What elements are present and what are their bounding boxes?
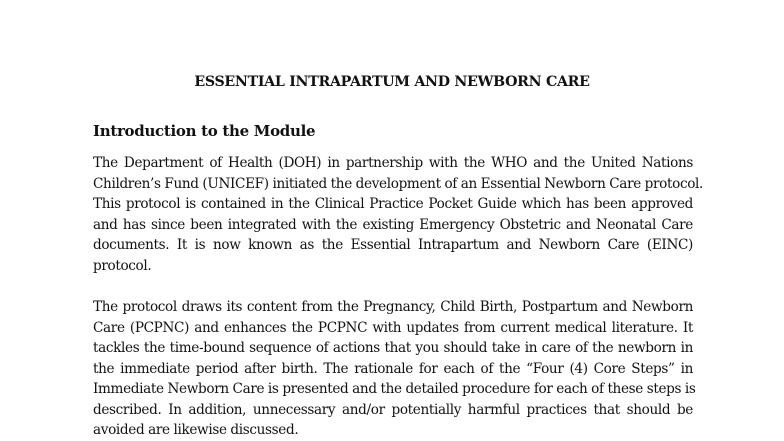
paragraph-line: protocol.: [93, 257, 152, 274]
paragraph-line: The Department of Health (DOH) in partnership with the WHO and the United Nations: [93, 155, 693, 171]
paragraph-line: avoided are likewise discussed.: [93, 422, 299, 438]
section-heading: Introduction to the Module: [93, 122, 316, 140]
document-title: ESSENTIAL INTRAPARTUM AND NEWBORN CARE: [194, 74, 590, 90]
paragraph-intro: [93, 153, 704, 276]
paragraph-line: and has since been integrated with the existing Emergency Obstetric and Neonatal Care: [93, 216, 693, 233]
paragraph-line: Immediate Newborn Care is presented and the detailed procedure for each of these steps is: [93, 381, 696, 397]
paragraph-protocol: [93, 297, 696, 441]
paragraph-line: tackles the time-bound sequence of actions that you should take in care of the newborn in: [93, 340, 693, 356]
paragraph-line: Children’s Fund (UNICEF) initiated the development of an Essential Newborn Care protocol.: [93, 175, 704, 192]
paragraph-line: the immediate period after birth. The rationale for each of the “Four (4) Core Steps” in: [93, 360, 693, 377]
paragraph-line: This protocol is contained in the Clinical Practice Pocket Guide which has been approved: [93, 196, 693, 212]
paragraph-line: The protocol draws its content from the Pregnancy, Child Birth, Postpartum and Newborn: [93, 299, 693, 315]
paragraph-line: described. In addition, unnecessary and/or potentially harmful practices that should be: [93, 401, 693, 418]
paragraph-line: documents. It is now known as the Essential Intrapartum and Newborn Care (EINC): [93, 237, 693, 253]
paragraph-line: Care (PCPNC) and enhances the PCPNC with updates from current medical literature. It: [93, 319, 693, 336]
